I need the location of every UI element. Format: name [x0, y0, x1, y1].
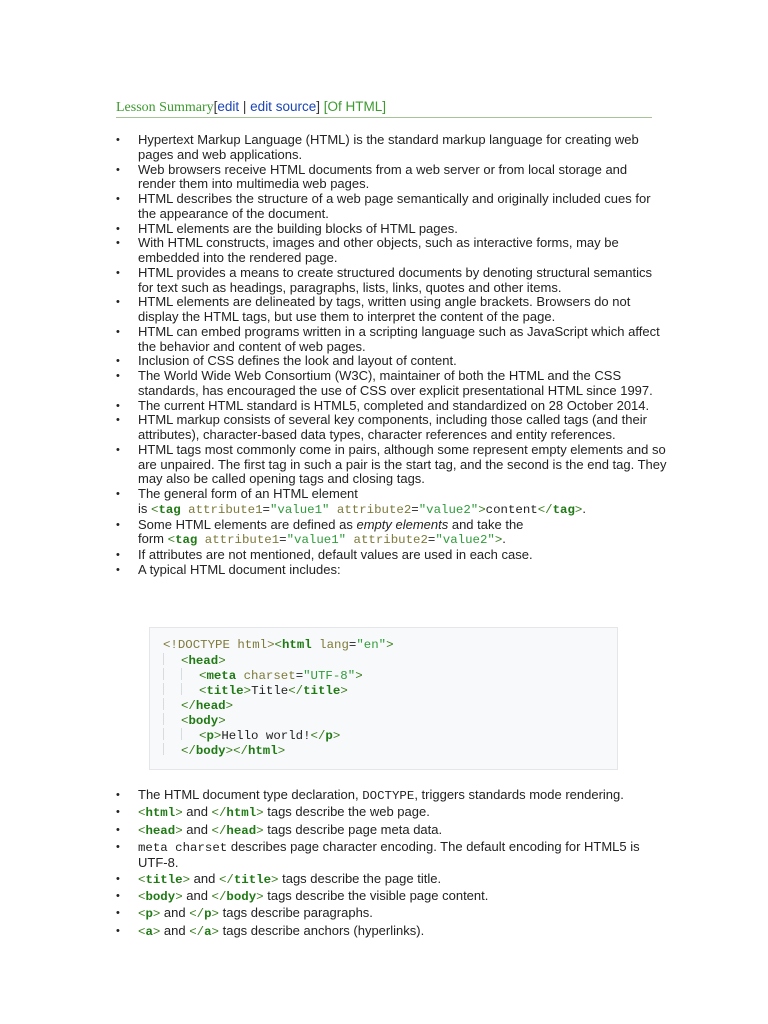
bullet-icon: • — [116, 806, 120, 819]
bullet-icon: • — [116, 907, 120, 920]
bullet-icon: • — [116, 924, 120, 937]
code-line: <head> — [163, 653, 226, 669]
list-item: • HTML describes the structure of a web page semantically and originally included cues for the appearance of the document. — [116, 191, 651, 221]
bullet-icon: • — [116, 222, 120, 235]
bullet-icon: • — [116, 872, 120, 885]
bullet-icon: • — [116, 296, 120, 309]
section-heading — [116, 99, 652, 118]
edit-link[interactable]: edit — [217, 99, 240, 114]
list-item: • Hypertext Markup Language (HTML) is the standard markup language for creating web pages and web applications. — [116, 132, 639, 162]
code-line: <meta charset="UTF-8"> — [163, 668, 363, 684]
bullet-icon: • — [116, 443, 120, 456]
bullet-icon: • — [116, 399, 120, 412]
list-item: • HTML tags most commonly come in pairs, although some represent empty elements and so are unpaired. The first tag in such a pair is the start tag, and the second is the end tag. They may also be called opening tags and closing tags. — [116, 441, 667, 487]
list-item-general-form: • The general form of an HTML element is <tag attribute1="value1" attribute2="value2">content</tag>. — [116, 486, 586, 517]
bullet-icon: • — [116, 789, 120, 801]
code-block — [149, 627, 618, 770]
list-item: • The current HTML standard is HTML5, completed and standardized on 28 October 2014. — [116, 397, 650, 413]
bullet-icon: • — [116, 549, 120, 561]
bullet-icon: • — [116, 237, 120, 250]
bullet-icon: • — [116, 823, 120, 836]
bullet-icon: • — [116, 518, 120, 531]
list-item: • The World Wide Web Consortium (W3C), maintainer of both the HTML and the CSS standards, has encouraged the use of CSS over explicit presentational HTML since 1997. — [116, 368, 653, 398]
list-item: • Web browsers receive HTML documents from a web server or from local storage and render them into multimedia web pages. — [116, 161, 628, 192]
list-item: • HTML elements are the building blocks of HTML pages. — [116, 220, 458, 236]
code-line: </body></html> — [163, 743, 285, 759]
code-line: <!DOCTYPE html><html lang="en"> — [163, 638, 394, 652]
bullet-icon: • — [116, 355, 120, 368]
bullet-icon: • — [116, 266, 120, 279]
bullet-icon: • — [116, 370, 120, 382]
code-line: <p>Hello world!</p> — [163, 728, 340, 744]
list-item: • HTML elements are delineated by tags, written using angle brackets. Browsers do not display the HTML tags, but use them to interpret the content of the page. — [116, 294, 631, 324]
bullet-icon: • — [116, 193, 120, 205]
code-line: </head> — [163, 698, 233, 714]
list-item: • The HTML document type declaration, DOCTYPE, triggers standards mode rendering. — [116, 787, 624, 803]
bullet-icon: • — [116, 134, 120, 146]
list-item: • meta charset describes page character encoding. The default encoding for HTML5 is UTF-8. — [116, 838, 640, 870]
bullet-icon: • — [116, 488, 120, 500]
of-html-label: [Of HTML] — [319, 99, 386, 114]
list-item: • Inclusion of CSS defines the look and layout of content. — [116, 353, 457, 369]
bracket-close: ] — [316, 99, 320, 114]
list-item: • <html> and </html> tags describe the web page. — [116, 804, 430, 821]
list-item: • <a> and </a> tags describe anchors (hyperlinks). — [116, 922, 425, 939]
list-item: • A typical HTML document includes: — [116, 561, 341, 577]
list-item: • HTML provides a means to create structured documents by denoting structural semantics for text such as headings, paragraphs, lists, links, quotes and other items. — [116, 264, 652, 295]
list-item: • <head> and </head> tags describe page meta data. — [116, 821, 443, 838]
link-separator: | — [239, 99, 251, 114]
edit-source-link[interactable]: edit source — [250, 99, 317, 114]
bullet-icon: • — [116, 840, 120, 853]
bracket-open: [ — [213, 99, 218, 114]
list-item-empty-elements: • Some HTML elements are defined as empty elements and take the form <tag attribute1="value1" attribute2="value2">. — [116, 516, 524, 548]
code-line: <title>Title</title> — [163, 683, 348, 699]
bullet-icon: • — [116, 890, 120, 902]
list-item: • If attributes are not mentioned, default values are used in each case. — [116, 547, 533, 562]
bullet-icon: • — [116, 414, 120, 427]
bullet-icon: • — [116, 563, 120, 576]
list-item: • <title> and </title> tags describe the page title. — [116, 870, 442, 887]
list-item: • <p> and </p> tags describe paragraphs. — [116, 905, 373, 922]
summary-list — [0, 133, 768, 578]
list-item: • HTML can embed programs written in a scripting language such as JavaScript which affect the behavior and content of web pages. — [116, 323, 660, 354]
bullet-icon: • — [116, 163, 120, 176]
bullet-icon: • — [116, 325, 120, 338]
list-item: • HTML markup consists of several key components, including those called tags (and their attributes), character-based data types, character references and entity references. — [116, 412, 647, 442]
code-tag: tag — [158, 502, 181, 517]
list-item: • With HTML constructs, images and other objects, such as interactive forms, may be embedded into the rendered page. — [116, 235, 619, 265]
heading-title: Lesson Summary — [116, 100, 214, 115]
code-line: <body> — [163, 713, 226, 729]
list-item: • <body> and </body> tags describe the visible page content. — [116, 888, 489, 904]
tag-description-list — [0, 788, 768, 939]
